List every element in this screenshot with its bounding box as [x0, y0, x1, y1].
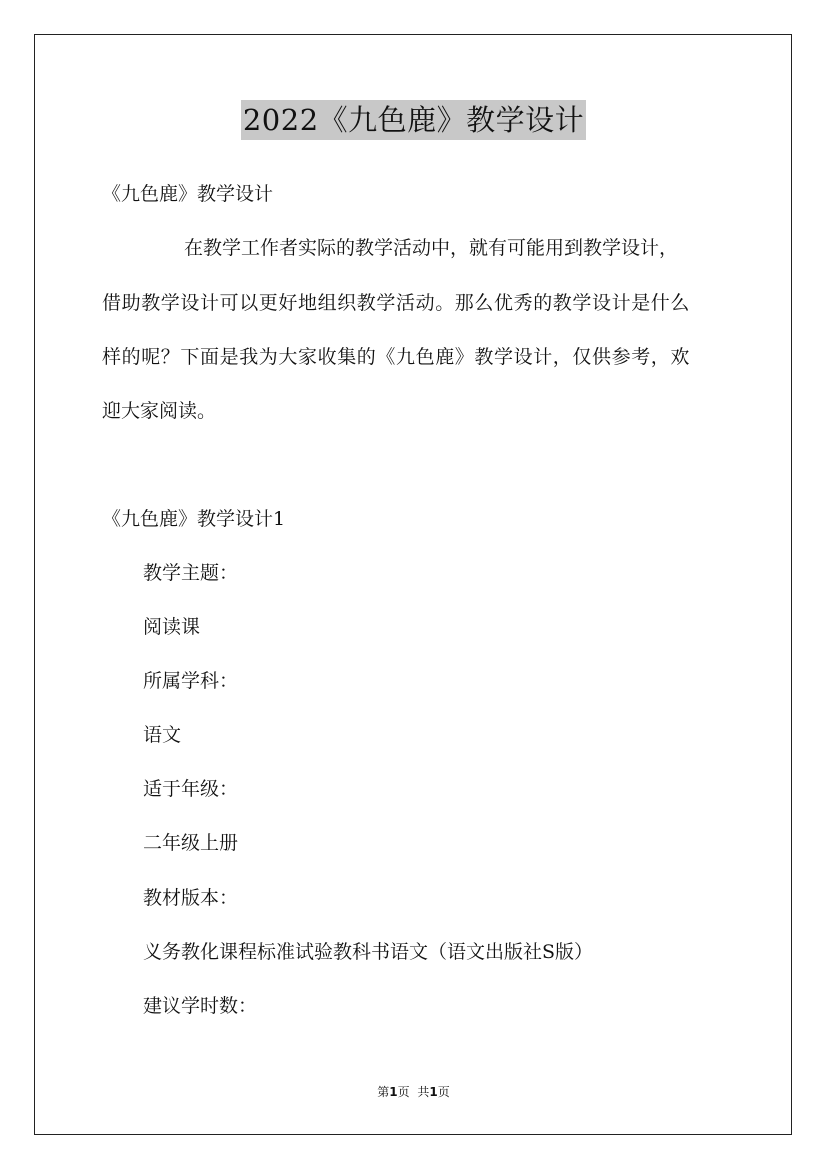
- field-edition-label: 教材版本：: [143, 887, 239, 909]
- footer-page-suffix: 页: [397, 1085, 410, 1099]
- field-teaching-topic-value: 阅读课: [143, 616, 201, 638]
- section-heading: 《九色鹿》教学设计1: [102, 508, 286, 530]
- page-footer: [0, 1084, 827, 1100]
- field-hours-label: 建议学时数：: [143, 995, 258, 1017]
- footer-page-number: 1: [389, 1085, 398, 1099]
- field-subject-label: 所属学科：: [143, 670, 239, 692]
- field-subject-value: 语文: [143, 724, 182, 746]
- intro-line-3: 样的呢？下面是我为大家收集的《九色鹿》教学设计，仅供参考，欢: [102, 346, 691, 368]
- document-title: 2022《九色鹿》教学设计: [241, 100, 586, 140]
- footer-page-prefix: 第: [377, 1085, 390, 1099]
- intro-line-2: 借助教学设计可以更好地组织教学活动。那么优秀的教学设计是什么: [102, 292, 691, 314]
- field-teaching-topic-label: 教学主题：: [143, 562, 239, 584]
- footer-total-prefix: 共: [417, 1085, 430, 1099]
- footer-total-pages: 1: [429, 1085, 438, 1099]
- footer-total-suffix: 页: [437, 1085, 450, 1099]
- intro-line-4: 迎大家阅读。: [102, 400, 217, 422]
- intro-line-1: 在教学工作者实际的教学活动中，就有可能用到教学设计，: [184, 237, 679, 259]
- field-edition-value: 义务教化课程标准试验教科书语文（语文出版社S版）: [143, 941, 594, 963]
- document-subtitle: 《九色鹿》教学设计: [102, 183, 274, 205]
- title-container: [0, 100, 827, 140]
- field-grade-label: 适于年级：: [143, 778, 239, 800]
- field-grade-value: 二年级上册: [143, 832, 239, 854]
